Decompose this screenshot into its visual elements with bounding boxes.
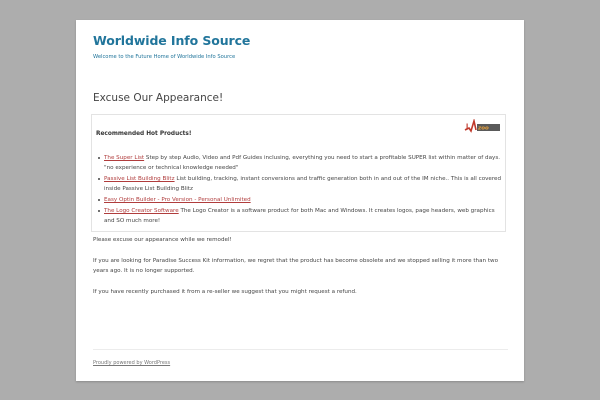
product-link-easy-optin-builder[interactable]: Easy Optin Builder - Pro Version - Personal Unlimited (104, 197, 251, 203)
footer-divider (93, 349, 508, 350)
product-description: List building, tracking, instant conversions and traffic generation both in and out of the IM niche.. This is all covered inside Passive List Building Blitz (104, 176, 502, 192)
svg-text:J: J (466, 123, 469, 130)
paradise-kit-paragraph: If you are looking for Paradise Success Kit information, we regret that the product has become obsolete and we stopped selling it more than two years ago. It is no longer supported. (93, 258, 499, 274)
list-item (104, 195, 504, 205)
svg-text:zoo: zoo (478, 125, 489, 132)
box-heading: Recommended Hot Products! (96, 131, 192, 137)
entry-title: Excuse Our Appearance! (93, 92, 224, 104)
product-list (96, 153, 504, 227)
site-tagline: Welcome to the Future Home of Worldwide Info Source (93, 54, 236, 60)
list-item (104, 206, 504, 226)
list-item (104, 153, 504, 173)
recommended-products-box (91, 114, 506, 232)
product-description: The Logo Creator is a software product for both Mac and Windows. It creates logos, page headers, web graphics and SO much more! (104, 208, 495, 224)
page-container (76, 20, 524, 381)
product-link-passive-list-building-blitz[interactable]: Passive List Building Blitz (104, 176, 175, 182)
product-description: Step by step Audio, Video and Pdf Guides inclusing, everything you need to start a profitable SUPER list within matter of days. "no experience or technical knowledge needed" (104, 155, 501, 171)
product-link-logo-creator[interactable]: The Logo Creator Software (104, 208, 179, 214)
list-item (104, 174, 504, 194)
wordpress-credit-link[interactable]: Proudly powered by WordPress (93, 360, 171, 366)
refund-paragraph: If you have recently purchased it from a re-seller we suggest that you might request a refund. (93, 289, 357, 295)
jvzoo-logo-icon[interactable] (463, 119, 501, 133)
product-link-super-list[interactable]: The Super List (104, 155, 145, 161)
site-title-link[interactable]: Worldwide Info Source (93, 33, 251, 48)
remodel-paragraph: Please excuse our appearance while we remodel! (93, 237, 232, 243)
